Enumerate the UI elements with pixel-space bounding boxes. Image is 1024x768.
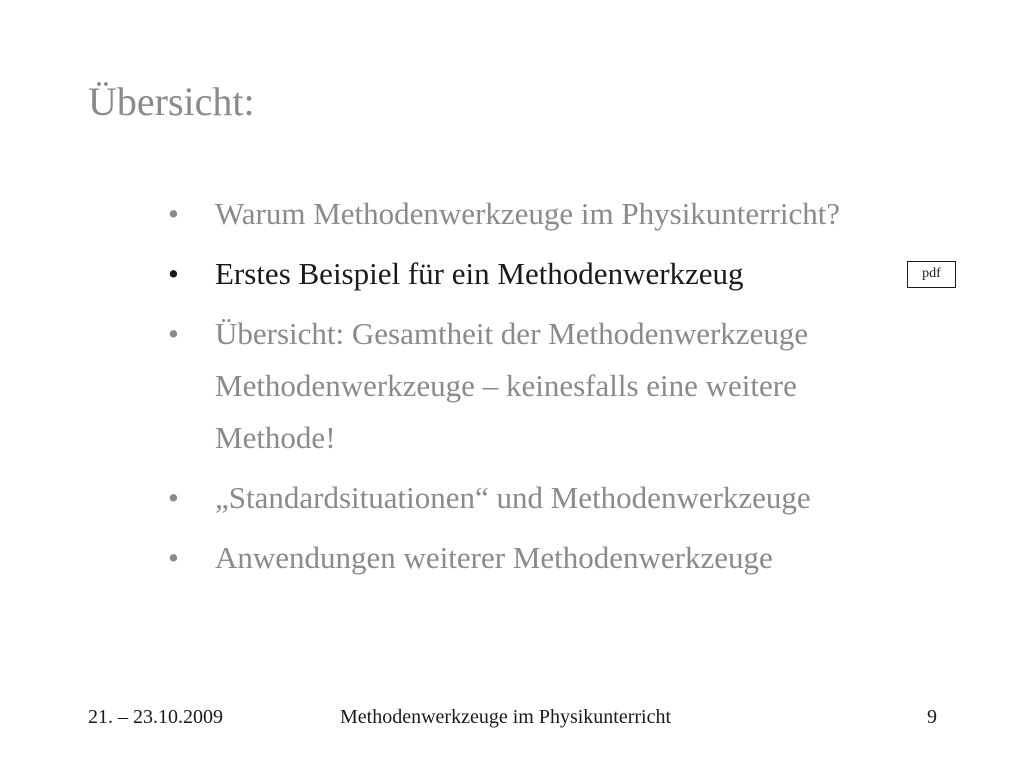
list-item-text: Anwendungen weiterer Methodenwerkzeuge	[215, 540, 773, 575]
list-item-applications	[168, 532, 928, 584]
list-item-text: Methodenwerkzeuge – keinesfalls eine weitere	[215, 368, 797, 403]
bullet-icon: •	[168, 256, 179, 291]
list-item-overview	[168, 308, 928, 464]
pdf-button[interactable]: pdf	[907, 261, 956, 288]
bullet-icon: •	[168, 196, 179, 231]
list-item-text: Übersicht: Gesamtheit der Methodenwerkzeuge	[215, 316, 809, 351]
list-item-text: Warum Methodenwerkzeuge im Physikunterricht?	[215, 196, 841, 231]
slide-title: Übersicht:	[88, 79, 255, 124]
bullet-list	[168, 188, 928, 592]
page-number: 9	[927, 706, 937, 728]
list-item-why-tools	[168, 188, 928, 240]
bullet-icon: •	[168, 480, 179, 515]
bullet-icon: •	[168, 316, 179, 351]
list-item-text: Methode!	[215, 420, 336, 455]
list-item-text: „Standardsituationen“ und Methodenwerkzeuge	[215, 480, 811, 515]
footer-title: Methodenwerkzeuge im Physikunterricht	[340, 706, 672, 728]
list-item-text: Erstes Beispiel für ein Methodenwerkzeug	[215, 256, 744, 291]
bullet-icon: •	[168, 540, 179, 575]
footer-date: 21. – 23.10.2009	[88, 706, 223, 728]
list-item-standard-situations	[168, 472, 928, 524]
list-item-first-example	[168, 248, 928, 300]
